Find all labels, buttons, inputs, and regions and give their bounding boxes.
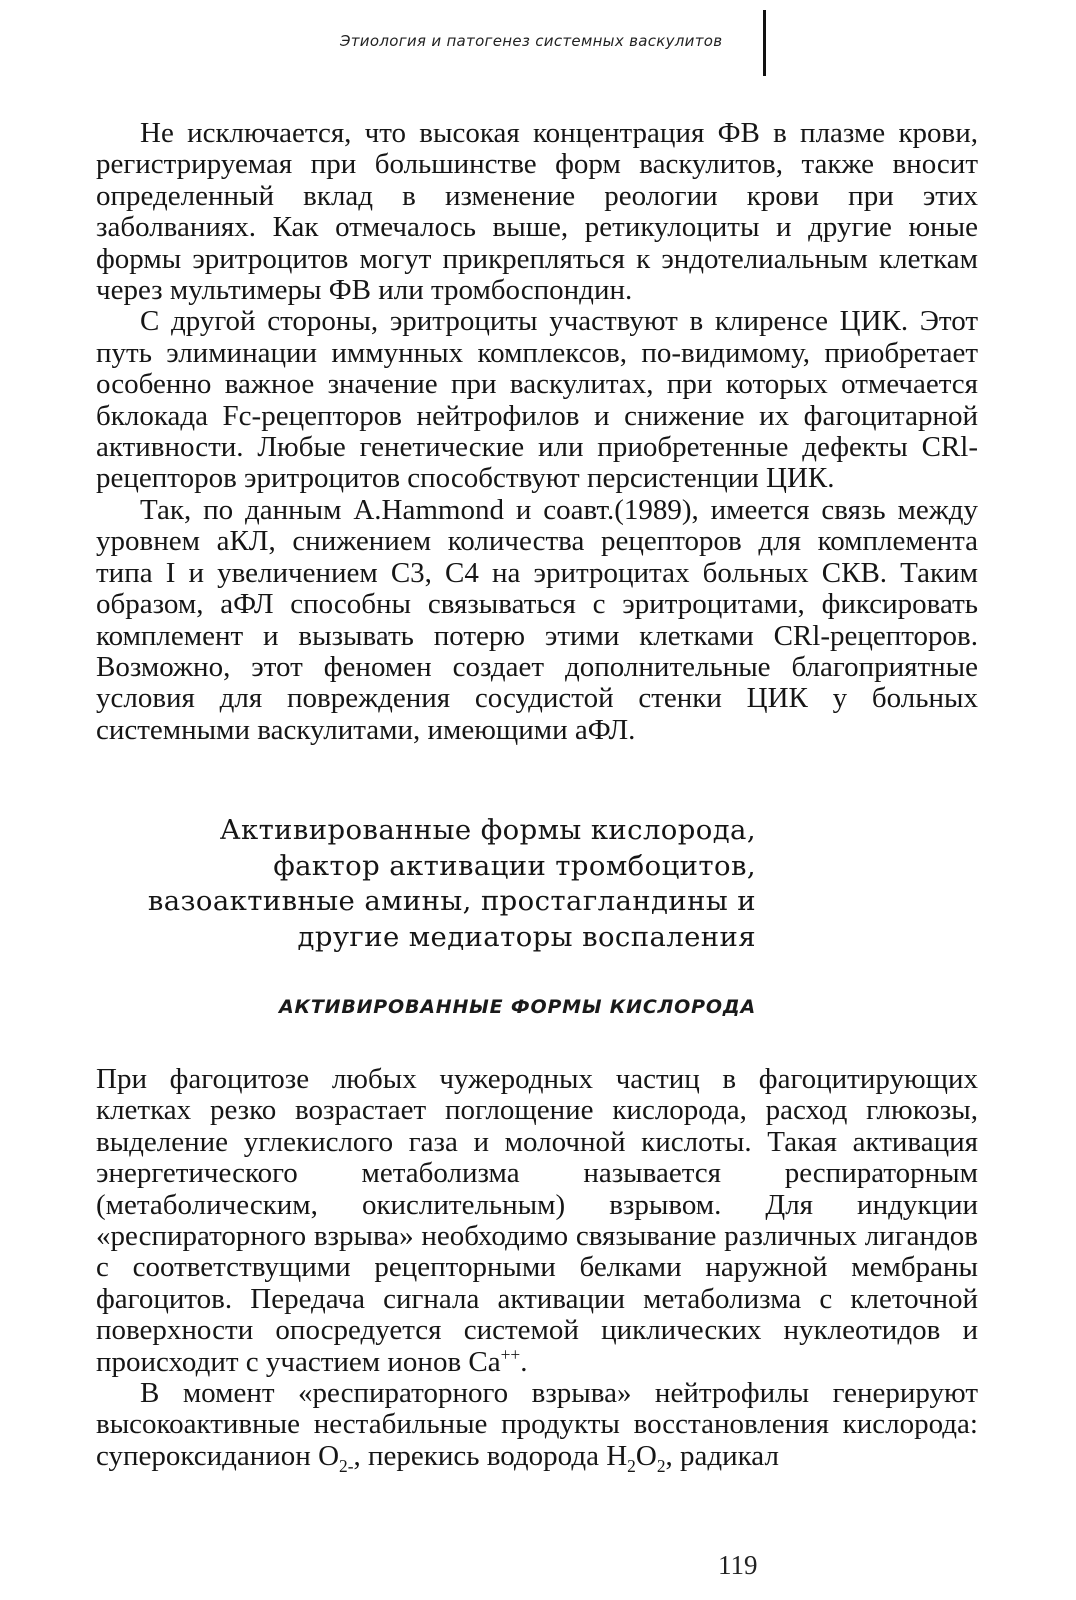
- paragraph-end: .: [520, 1345, 528, 1378]
- paragraph-text: , радикал: [665, 1439, 779, 1472]
- paragraph-text: При фагоцитозе любых чужеродных частиц в фагоцитирующих клетках резко возрастает поглощение кислорода, расход глюкозы, выделение углекислого газа и молочной кислоты. Такая активация энергетического метаболизма называется респираторным (метаболическим, окислительным) взрывом. Для индукции «респираторного взрыва» необходимо связывание различных лигандов с соответствущими рецепторными белками наружной мембраны фагоцитов. Передача сигнала активации метаболизма с клеточной поверхности опосредуется системой циклических нуклеотидов и происходит с участием ионов Са: [96, 1063, 978, 1378]
- section-title-line: Активированные формы кислорода,: [219, 814, 756, 846]
- paragraph-text: В момент «респираторного взрыва» нейтрофилы генерируют высокоактивные нестабильные продукты восстановления кислорода: супероксиданион О: [96, 1377, 978, 1472]
- section-title-line: другие медиаторы воспаления: [297, 920, 756, 953]
- superscript: ++: [500, 1344, 521, 1364]
- paragraph: [96, 1064, 978, 1378]
- section-title-line: фактор активации тромбоцитов,: [273, 849, 756, 882]
- subscript: 2-: [339, 1455, 354, 1476]
- subscript: 2: [627, 1455, 636, 1476]
- paragraph: Не исключается, что высокая концентрация ФВ в плазме крови, регистрируемая при большинстве форм васкулитов, также вносит определенный вклад в изменение реологии крови при этих заболваниях. Как отмечалось выше, ретикулоциты и другие юные формы эритроцитов могут прикрепляться к эндотелиальным клеткам через мультимеры ФВ или тромбоспондин.: [96, 117, 978, 307]
- paragraph-text: , перекись водорода Н: [353, 1439, 628, 1472]
- page-number: 119: [718, 1550, 758, 1580]
- section-title-line: вазоактивные амины, простагландины и: [147, 885, 756, 917]
- section-title: [100, 813, 756, 955]
- text-block-top: [96, 118, 978, 746]
- paragraph-text: О: [635, 1439, 657, 1472]
- paragraph: [96, 1377, 978, 1476]
- paragraph: Так, по данным A.Hammond и соавт.(1989), имеется связь между уровнем аКЛ, снижением количества рецепторов для комплемента типа I и увеличением С3, С4 на эритроцитах больных СКВ. Таким образом, аФЛ способны связываться с эритроцитами, фиксировать комплемент и вызывать потерю этими клетками CRl-рецепторов. Возможно, этот феномен создает дополнительные благоприятные условия для повреждения сосудистой стенки ЦИК у больных системными васкулитами, имеющими аФЛ.: [96, 493, 978, 746]
- text-block-bottom: [96, 1063, 978, 1476]
- subscript: 2: [656, 1455, 666, 1476]
- header-rule: [763, 10, 766, 76]
- subsection-title: АКТИВИРОВАННЫЕ ФОРМЫ КИСЛОРОДА: [279, 996, 756, 1018]
- running-header: Этиология и патогенез системных васкулитов: [340, 32, 723, 50]
- paragraph: С другой стороны, эритроциты участвуют в клиренсе ЦИК. Этот путь элиминации иммунных комплексов, по-видимому, приобретает особенно важное значение при васкулитах, при которых отмечается бклокада Fc-рецепторов нейтрофилов и снижение их фагоцитарной активности. Любые генетические или приобретенные дефекты CRl-рецепторов эритроцитов способствуют персистенции ЦИК.: [96, 305, 978, 495]
